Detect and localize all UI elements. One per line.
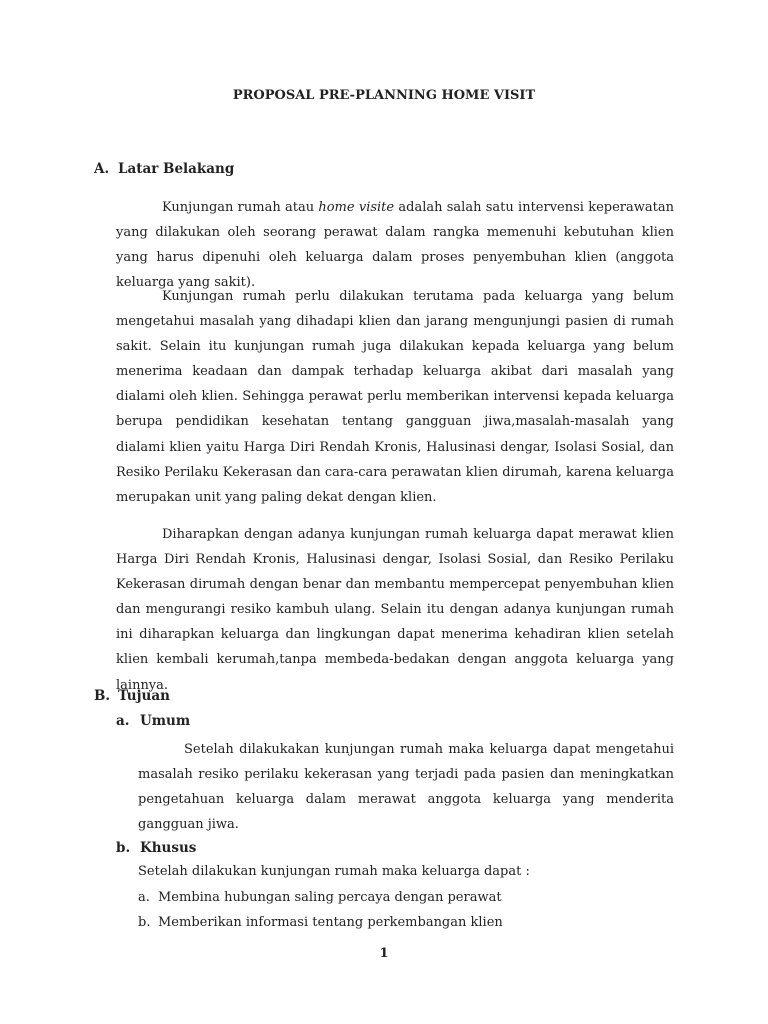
subsection-khusus-title: Khusus [140,840,197,856]
document-title: PROPOSAL PRE-PLANNING HOME VISIT [232,88,536,103]
list-item-label: a. [138,890,150,905]
paragraph-1-text-end: adalah salah satu intervensi keperawatan yang dilakukan oleh seorang perawat dalam rangka memenuhi kebutuhan klien yang harus dipenuhi oleh keluarga dalam proses penyembuhan klien (anggota keluarga yang sakit). [116,200,674,291]
page-number: 1 [379,946,389,961]
subsection-umum-heading [116,713,190,729]
subsection-umum-paragraph: Setelah dilakukakan kunjungan rumah maka keluarga dapat mengetahui masalah resiko perilaku kekerasan yang terjadi pada pasien dan meningkatkan pengetahuan keluarga dalam merawat anggota keluarga yang menderita gangguan jiwa. [138,742,674,833]
section-b-heading [94,688,170,704]
list-item-label: b. [138,915,151,930]
section-a-title: Latar Belakang [118,161,235,177]
list-item-text: Membina hubungan saling percaya dengan perawat [158,890,502,905]
list-item [138,915,503,930]
subsection-khusus-intro: Setelah dilakukan kunjungan rumah maka keluarga dapat : [138,864,530,879]
subsection-khusus-label: b. [116,840,131,856]
list-item-text: Memberikan informasi tentang perkembangan klien [158,915,503,930]
subsection-khusus-heading [116,840,196,856]
section-a-paragraph-2: Kunjungan rumah perlu dilakukan terutama pada keluarga yang belum mengetahui masalah yang dihadapi klien dan jarang mengunjungi pasien di rumah sakit. Selain itu kunjungan rumah juga dilakukan kepada keluarga yang belum menerima keadaan dan dampak terhadap keluarga akibat dari masalah yang dialami oleh klien. Sehingga perawat perlu memberikan intervensi kepada keluarga berupa pendidikan kesehatan tentang gangguan jiwa,masalah-masalah yang dialami klien yaitu Harga Diri Rendah Kronis, Halusinasi dengar, Isolasi Sosial, dan Resiko Perilaku Kekerasan dan cara-cara perawatan klien dirumah, karena keluarga merupakan unit yang paling dekat dengan klien. [116,289,674,505]
section-a-heading [94,161,234,177]
paragraph-1-text-start: Kunjungan rumah atau [162,200,319,215]
section-b-label: B. [94,688,111,704]
section-a-paragraph-3: Diharapkan dengan adanya kunjungan rumah keluarga dapat merawat klien Harga Diri Rendah Kronis, Halusinasi dengar, Isolasi Sosial, dan Resiko Perilaku Kekerasan dirumah dengan benar dan membantu mempercepat penyembuhan klien dan mengurangi resiko kambuh ulang. Selain itu dengan adanya kunjungan rumah ini diharapkan keluarga dan lingkungan dapat menerima kehadiran klien setelah klien kembali kerumah,tanpa membeda-bedakan dengan anggota keluarga yang lainnya. [116,527,674,693]
section-a-paragraph-1 [116,195,674,295]
section-a-label: A. [94,161,110,177]
list-item [138,890,502,905]
subsection-umum-label: a. [116,713,130,729]
section-b-title: Tujuan [118,688,170,704]
paragraph-1-italic-term: home visite [318,200,395,215]
subsection-umum-title: Umum [140,713,191,729]
